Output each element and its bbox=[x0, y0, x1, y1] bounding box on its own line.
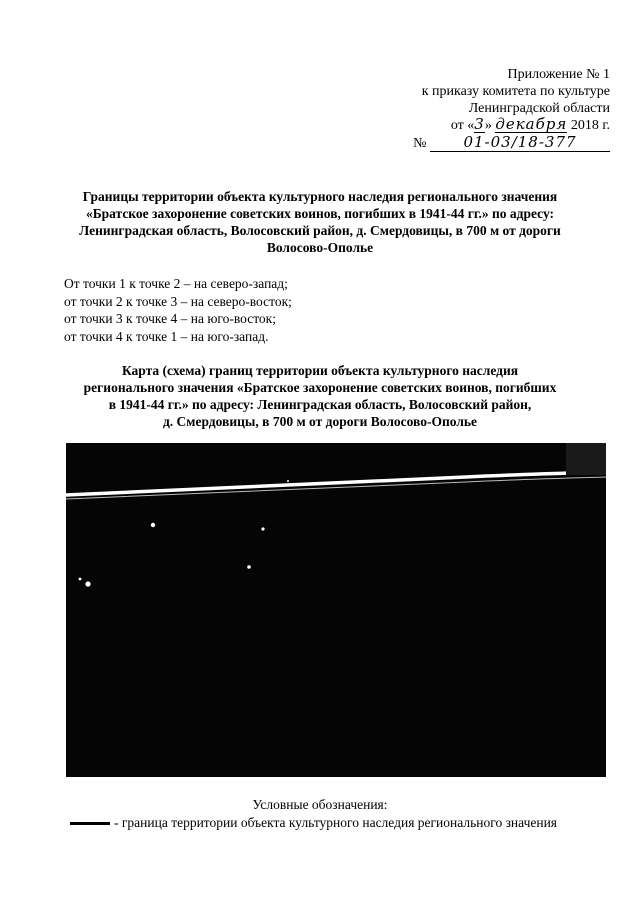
order-number bbox=[350, 134, 610, 152]
map-title bbox=[40, 362, 600, 430]
boundary-description bbox=[64, 275, 464, 345]
boundary-segment: от точки 4 к точке 1 – на юго-запад. bbox=[64, 328, 269, 344]
title-line: Границы территории объекта культурного наследия регионального значения bbox=[82, 189, 558, 204]
appendix-header bbox=[350, 66, 610, 152]
boundary-segment: от точки 3 к точке 4 – на юго-восток; bbox=[64, 311, 276, 326]
number-prefix: № bbox=[413, 136, 427, 151]
map-image bbox=[66, 443, 606, 777]
order-reference: к приказу комитета по культуре bbox=[421, 84, 610, 99]
legend-item-label: - граница территории объекта культурного наследия регионального значения bbox=[114, 815, 558, 830]
date-day: 3 bbox=[474, 115, 485, 133]
legend-boundary-swatch bbox=[70, 822, 110, 825]
date-prefix: от « bbox=[450, 118, 475, 133]
map-noise-dot bbox=[287, 480, 289, 482]
map-point-marker bbox=[151, 523, 155, 527]
legend-item bbox=[70, 815, 615, 831]
title-line: Ленинградская область, Волосовский район, д. Смердовицы, в 700 м от дороги bbox=[79, 223, 561, 238]
title-line: Волосово-Ополье bbox=[266, 240, 374, 255]
map-title-line: регионального значения «Братское захоронение советских воинов, погибших bbox=[83, 380, 557, 395]
map-point-marker bbox=[247, 565, 251, 569]
title-line: «Братское захоронение советских воинов, погибших в 1941-44 гг.» по адресу: bbox=[85, 206, 555, 221]
map-title-line: Карта (схема) границ территории объекта культурного наследия bbox=[121, 363, 519, 378]
appendix-label: Приложение № 1 bbox=[507, 67, 610, 82]
date-separator: » bbox=[484, 118, 492, 133]
document-title bbox=[40, 188, 600, 256]
map-point-marker bbox=[261, 527, 264, 530]
legend-title: Условные обозначения: bbox=[252, 797, 388, 812]
date-year: 2018 г. bbox=[570, 118, 610, 133]
boundary-segment: от точки 2 к точке 3 – на северо-восток; bbox=[64, 293, 292, 309]
map-scan bbox=[66, 443, 606, 777]
order-date bbox=[350, 117, 610, 134]
map-point-marker bbox=[79, 578, 82, 581]
number-value: 01-03/18-377 bbox=[430, 134, 610, 152]
map-point-marker bbox=[85, 581, 90, 586]
map-title-line: в 1941-44 гг.» по адресу: Ленинградская область, Волосовский район, bbox=[108, 397, 532, 412]
region-name: Ленинградской области bbox=[468, 101, 610, 116]
map-corner-patch bbox=[566, 443, 606, 475]
boundary-segment: От точки 1 к точке 2 – на северо-запад; bbox=[64, 276, 288, 291]
map-title-line: д. Смердовицы, в 700 м от дороги Волосово-Ополье bbox=[162, 414, 478, 429]
date-month: декабря bbox=[495, 115, 568, 133]
